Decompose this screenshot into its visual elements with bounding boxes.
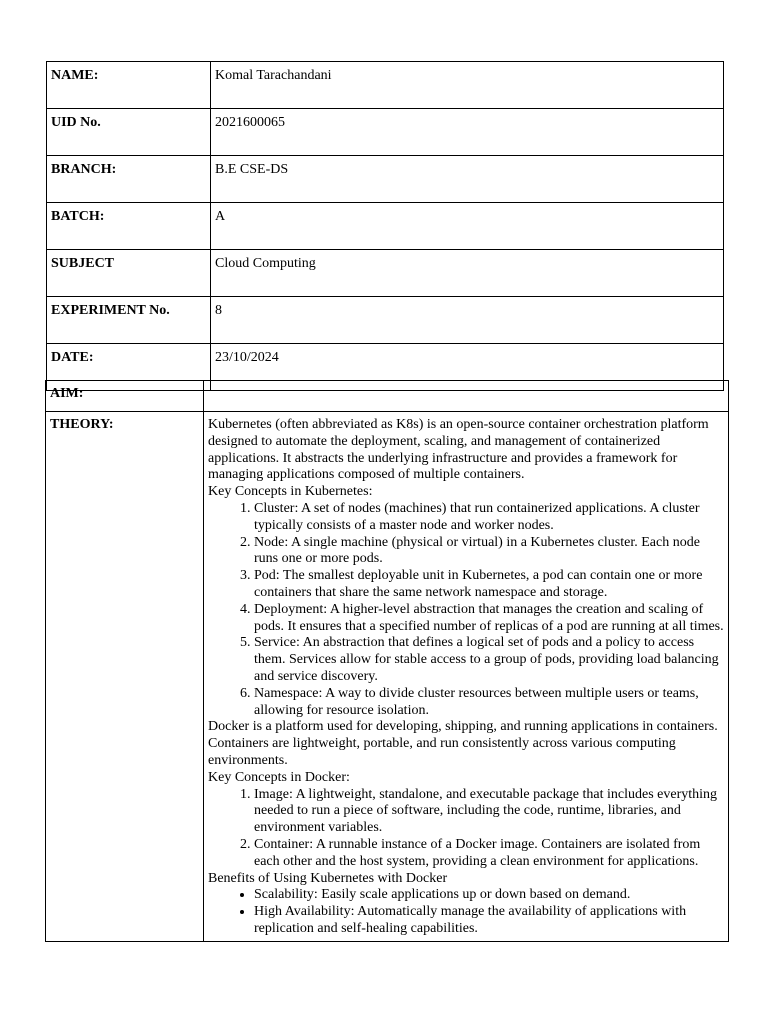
branch-value: B.E CSE-DS [211, 156, 724, 203]
kubernetes-intro: Kubernetes (often abbreviated as K8s) is an open-source container orchestration platform designed to automate the deployment, scaling, and management of containerized applications. It abstracts the underlying infrastructure and provides a framework for managing applications composed of multiple containers. [208, 417, 709, 483]
list-item: 2. Node: A single machine (physical or virtual) in a Kubernetes cluster. Each node runs one or more pods. [254, 535, 724, 569]
subject-label: SUBJECT [47, 250, 211, 297]
date-label: DATE: [47, 344, 211, 391]
experiment-label: EXPERIMENT No. [47, 297, 211, 344]
batch-label: BATCH: [47, 203, 211, 250]
theory-row [46, 412, 729, 942]
list-item: 1. Image: A lightweight, standalone, and executable package that includes everything needed to run a piece of software, including the code, runtime, libraries, and environment variables. [254, 787, 724, 837]
list-item: 4. Deployment: A higher-level abstraction that manages the creation and scaling of pods. It ensures that a specified number of replicas of a pod are running at all times. [254, 602, 724, 636]
docker-intro: Docker is a platform used for developing, shipping, and running applications in containers. Containers are lightweight, portable, and run consistently across various computing environments. [208, 719, 718, 768]
uid-value: 2021600065 [211, 109, 724, 156]
list-item: 5. Service: An abstraction that defines a logical set of pods and a policy to access them. Services allow for stable access to a group of pods, providing load balancing and service discovery. [254, 635, 724, 685]
aim-label: AIM: [46, 381, 204, 412]
aim-row [46, 381, 729, 412]
info-row-branch [47, 156, 724, 203]
theory-content [204, 412, 729, 942]
info-row-name [47, 62, 724, 109]
benefits-heading: Benefits of Using Kubernetes with Docker [208, 870, 448, 886]
info-row-experiment [47, 297, 724, 344]
info-row-uid [47, 109, 724, 156]
info-row-batch [47, 203, 724, 250]
docker-concepts-heading: Key Concepts in Docker: [208, 769, 350, 785]
name-value: Komal Tarachandani [211, 62, 724, 109]
experiment-value: 8 [211, 297, 724, 344]
name-label: NAME: [47, 62, 211, 109]
student-info-table [46, 61, 724, 391]
k8s-concepts-list [208, 501, 724, 719]
benefits-list [208, 887, 724, 937]
info-row-subject [47, 250, 724, 297]
list-item: 1. Cluster: A set of nodes (machines) that run containerized applications. A cluster typically consists of a master node and worker nodes. [254, 501, 724, 535]
theory-label: THEORY: [46, 412, 204, 942]
aim-value [204, 381, 729, 412]
list-item: 3. Pod: The smallest deployable unit in Kubernetes, a pod can contain one or more containers that share the same network namespace and storage. [254, 568, 724, 602]
uid-label: UID No. [47, 109, 211, 156]
batch-value: A [211, 203, 724, 250]
subject-value: Cloud Computing [211, 250, 724, 297]
list-item: • High Availability: Automatically manage the availability of applications with replication and self-healing capabilities. [254, 904, 724, 938]
list-item: • Scalability: Easily scale applications up or down based on demand. [254, 887, 724, 904]
branch-label: BRANCH: [47, 156, 211, 203]
docker-concepts-list [208, 787, 724, 871]
list-item: 2. Container: A runnable instance of a Docker image. Containers are isolated from each other and the host system, providing a clean environment for applications. [254, 837, 724, 871]
k8s-concepts-heading: Key Concepts in Kubernetes: [208, 484, 373, 500]
date-value: 23/10/2024 [211, 344, 724, 391]
list-item: 6. Namespace: A way to divide cluster resources between multiple users or teams, allowing for resource isolation. [254, 686, 724, 720]
experiment-content-table [45, 380, 729, 942]
